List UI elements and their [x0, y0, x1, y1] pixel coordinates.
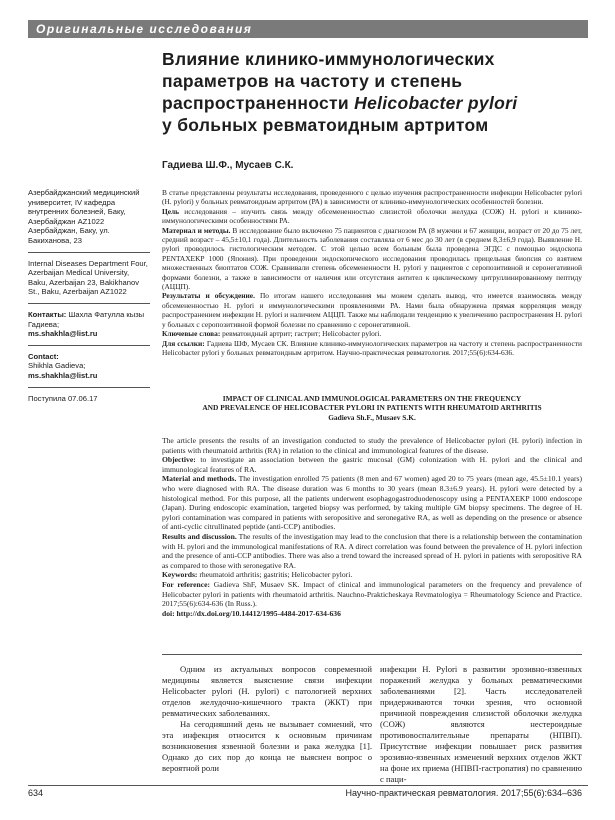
page-number: 634: [28, 788, 44, 798]
article-title: [162, 48, 582, 136]
authors: Гадиева Ш.Ф., Мусаев С.К.: [162, 160, 294, 171]
doi-link[interactable]: doi: http://dx.doi.org/10.14412/1995-4484-2017-634-636: [162, 608, 341, 618]
contacts-en: Contact: Shikhla Gadieva; ms.shakhla@list.ru: [28, 352, 150, 388]
english-title: IMPACT OF CLINICAL AND IMMUNOLOGICAL PARAMETERS ON THE FREQUENCY AND PREVALENCE OF HELICOBACTER PYLORI IN PATIENTS WITH RHEUMATOID ARTHRITIS Gadieva Sh.F., Musaev S.K.: [162, 394, 582, 422]
affiliation-ru: Азербайджанский медицинский университет, IV кафедра внутренних болезней, Баку, Азербайджан AZ1022 Азербайджан, Баку, ул. Бакиханова, 23: [28, 188, 150, 253]
abstract-ru: В статье представлены результаты исследования, проведенного с целью изучения распространенности инфекции Helicobacter pylori (H. pylori) у больных ревматоидным артритом (РА) в зависимости от клинико-иммунологических особенностей болезни. Цель исследования – изучить связь между обсемененностью слизистой оболочки желудка (СОЖ) H. pylori и клинико-иммунологическими особенностями РА. Материал и методы. В исследование было включено 75 пациентов с диагнозом РА (8 мужчин и 67 женщин, возраст от 20 до 75 лет, средний возраст – 45,5±10,1 года). Длительность заболевания составляла от 6 мес до 30 лет (в среднем 8,3±6,9 года). Выявление H. pylori проводилось гистологическим методом. С этой целью всем больным была проведена ЭГДС с помощью эндоскопа PENTAXEKP 1000 (Япония). При проведении эндоскопического исследования проводилась прицельная биопсия со взятием множественных биоптатов СОЖ. Сравнивали степень обсемененности H. pylori у пациентов с серопозитивной и серонегативной формами болезни, а также в зависимости от наличия или отсутствия антител к циклическому цитруллинированному пептиду (АЦЦП). Результаты и обсуждение. По итогам нашего исследования мы можем сделать вывод, что имеется взаимосвязь между обсемененностью H. pylori и иммунологическими проявлениями РА. Нами была обнаружена прямая корреляция между распространением инфекции H. pylori и наличием АЦЦП. Также мы наблюдали тенденцию к увеличению распространения H. pylori у больных с серопозитивной формой болезни по сравнению с серонегативной. Ключевые слова: ревматоидный артрит; гастрит; Helicobacter pylori. Для ссылки: Гадиева ШФ, Мусаев СК. Влияние клинико-иммунологических параметров на частоту и степень распространенности Helicobacter pylori у больных ревматоидным артритом. Научно-практическая ревматология. 2017;55(6):634-636.: [162, 188, 582, 357]
body-column-2: инфекции H. Pylori в развитии эрозивно-язвенных поражений желудка у больных ревматическими заболеваниями [2]. Часть исследователей придерживаются точки зрения, что основной причиной повреждения слизистой оболочки желудка (СОЖ) являются нестероидные противовоспалительные препараты (НПВП). Присутствие инфекции повышает риск развития эрозивно-язвенных изменений верхних отделов ЖКТ на фоне их приема (НПВП-гастропатия) по сравнению с паци-: [380, 664, 582, 784]
divider: [162, 654, 582, 655]
sidebar: [28, 188, 150, 415]
title-line-4: у больных ревматоидным артритом: [162, 115, 489, 135]
title-line-3: распространенности Helicobacter pylori: [162, 93, 518, 113]
contacts-ru: Контакты: Шахла Фатулла кызы Гадиева; ms.shakhla@list.ru: [28, 310, 150, 346]
contact-email-ru[interactable]: ms.shakhla@list.ru: [28, 329, 98, 339]
english-authors: Gadieva Sh.F., Musaev S.K.: [328, 412, 416, 422]
section-band: Оригинальные исследования: [28, 20, 588, 38]
body-column-1: Одним из актуальных вопросов современной медицины является выяснение связи инфекции Helicobacter pylori (H. pylori) с патологией верхних отделов желудочно-кишечного тракта (ЖКТ) при ревматических заболеваниях. На сегодняшний день не вызывает сомнений, что эта инфекция относится к основным причинам возникновения язвенной болезни и рака желудка [1]. Однако до сих пор до конца не выяснен вопрос о вероятной роли: [162, 664, 372, 773]
received-date: Поступила 07.06.17: [28, 393, 98, 403]
affiliation-en: Internal Diseases Department Four, Azerbaijan Medical University, Baku, Azerbaijan 23, Bakikhanov St., Baku, Azerbaijan AZ1022: [28, 259, 150, 304]
title-line-2: параметров на частоту и степень: [162, 71, 463, 91]
footer-divider: [28, 785, 588, 786]
title-line-1: Влияние клинико-иммунологических: [162, 49, 495, 69]
contact-email-en[interactable]: ms.shakhla@list.ru: [28, 370, 98, 380]
abstract-en: The article presents the results of an investigation conducted to study the prevalence of Helicobacter pylori (H. pylori) infection in patients with rheumatoid arthritis (RA) in relation to the clinical and immunological features of the disease. Objective: to investigate an association between the gastric mucosal (GM) colonization with H. pylori and the clinical and immunological features of RA. Material and methods. The investigation enrolled 75 patients (8 men and 67 women) aged 20 to 75 years (mean age, 45.5±10.1 years) who were diagnosed with RA. The disease duration was 6 months to 30 years (mean 8.3±6.9 years). H. pylori were detected by a histological method. For this purpose, all the patients underwent esophagogastroduodenoscopy using a PENTAXEKP 1000 endoscope (Japan). During endoscopic examination, targeted biopsy was performed, by taking multiple GM biopsy specimens. The degree of H. pylori contamination was compared in patients with seropositive and seronegative RA, as well as depending on the presence or absence of anti-cyclic citrullinated peptide (anti-CCP) antibodies. Results and discussion. The results of the investigation may lead to the conclusion that there is a relationship between the contamination with H. pylori and the immunological manifestations of RA. A direct correlation was found between the prevalence of H. pylori infection and the presence of anti-CCP antibodies. There was also a trend toward the increased spread of H. pylori in patients with seropositive RA as compared to those with seronegative RA. Keywords: rheumatoid arthritis; gastritis; Helicobacter pylori. For reference: Gadieva ShF, Musaev SK. Impact of clinical and immunological parameters on the frequency and prevalence of Helicobacter pylori in patients with rheumatoid arthritis. Nauchno-Prakticheskaya Revmatologiya = Rheumatology Science and Practice. 2017;55(6):634-636 (In Russ.). doi: http://dx.doi.org/10.14412/1995-4484-2017-634-636: [162, 436, 582, 618]
journal-citation: Научно-практическая ревматология. 2017;55(6):634–636: [345, 788, 582, 798]
abstract-ru-intro: В статье представлены результаты исследования, проведенного с целью изучения распространенности инфекции Helicobacter pylori (H. pylori) у больных ревматоидным артритом (РА) в зависимости от клинико-иммунологических особенностей болезни.: [162, 188, 582, 207]
